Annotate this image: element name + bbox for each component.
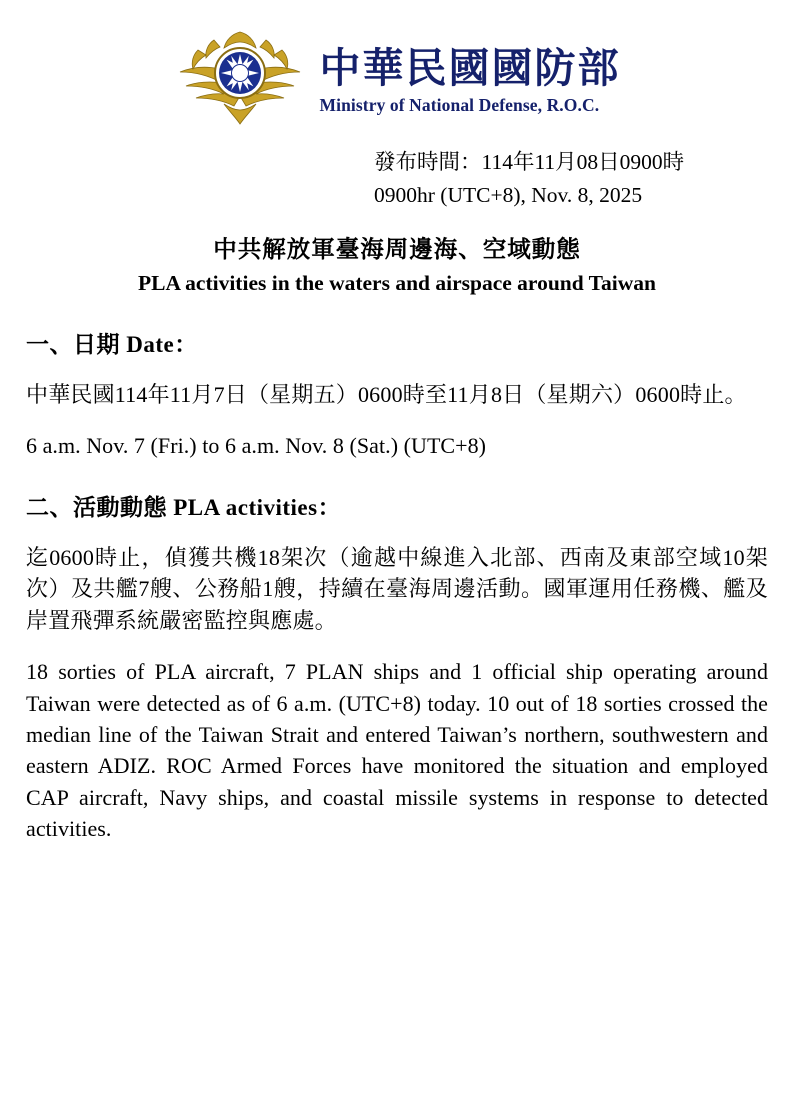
- release-time-en: 0900hr (UTC+8), Nov. 8, 2025: [374, 183, 643, 208]
- page-title-en: PLA activities in the waters and airspace around Taiwan: [137, 270, 657, 295]
- section-heading-date: 一、日期 Date：: [26, 331, 198, 357]
- section-heading-activities: 二、活動動態 PLA activities：: [26, 494, 342, 520]
- organization-name-en: Ministry of National Defense, R.O.C.: [319, 94, 600, 115]
- page-title: [26, 233, 768, 299]
- release-time-cn: 發布時間：114年11月08日0900時: [374, 150, 685, 174]
- section-date-text-cn: 中華民國114年11月7日（星期五）0600時至11月8日（星期六）0600時止。: [26, 381, 747, 407]
- section-activities-text-en: 18 sorties of PLA aircraft, 7 PLAN ships and 1 official ship operating around Taiwan were detected as of 6 a.m. (UTC+8) today. 10 out of 18 sorties crossed the median line of the Taiwan Strait and entered Taiwan’s northern, southwestern and eastern ADIZ. ROC Armed Forces have monitored the situation and employed CAP aircraft, Navy ships, and coastal missile systems in response to detected activities.: [26, 659, 768, 842]
- mnd-roc-emblem-icon: [174, 26, 306, 130]
- page-title-cn: 中共解放軍臺海周邊海、空域動態: [213, 236, 581, 263]
- section-activities-text-cn: 迄0600時止，偵獲共機18架次（逾越中線進入北部、西南及東部空域10架次）及共艦7艘、公務船1艘，持續在臺海周邊活動。國軍運用任務機、艦及岸置飛彈系統嚴密監控與應處。: [26, 544, 768, 633]
- document-header: [26, 26, 768, 130]
- organization-name-cn: 中華民國國防部: [319, 45, 621, 92]
- organization-name-block: [320, 40, 621, 115]
- section-date-text-en: 6 a.m. Nov. 7 (Fri.) to 6 a.m. Nov. 8 (Sat.) (UTC+8): [26, 433, 487, 459]
- release-time-block: [374, 146, 768, 213]
